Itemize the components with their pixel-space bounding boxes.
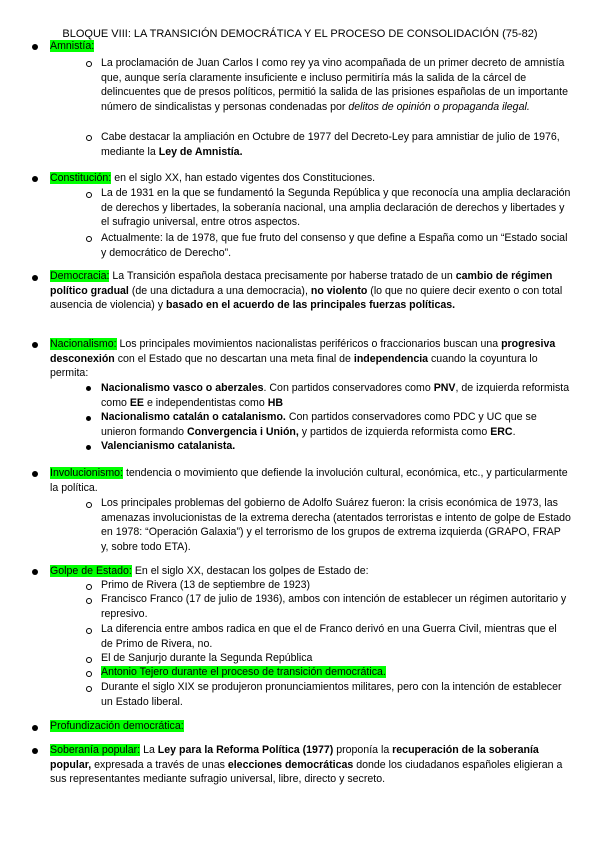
heading-nacionalismo: Nacionalismo: (50, 338, 117, 350)
list-item: Primo de Rivera (13 de septiembre de 1923) (101, 579, 311, 591)
heading-soberania: Soberanía popular: (50, 744, 141, 756)
paragraph: Nacionalismo catalán o catalanismo. Con partidos conservadores como PDC y UC que se unieron formando Convergencia i Unión, y partidos de izquierda reformista como ERC. (101, 411, 537, 438)
section-amnistia (50, 39, 570, 54)
section-nacionalismo: Nacionalismo: Los principales movimientos nacionalistas periféricos o fraccionarios buscan una progresiva desconexión con el Estado que no descartan una meta final de independencia cuando la coyuntura lo permita: (50, 338, 556, 380)
bullet-icon (32, 748, 38, 754)
bullet-icon (32, 176, 38, 182)
sub-bullet-icon (86, 628, 92, 634)
sub-bullet-icon (86, 598, 92, 604)
section-golpe: Golpe de Estado: En el siglo XX, destacan los golpes de Estado de: (50, 565, 369, 577)
paragraph: Actualmente: la de 1978, que fue fruto del consenso y que define a España como un “Estado social y democrático de Derecho”. (101, 232, 568, 259)
list-item: Antonio Tejero durante el proceso de transición democrática. (101, 666, 386, 678)
section-profundizacion (50, 719, 570, 734)
bullet-icon (32, 471, 38, 477)
sub-bullet-icon (86, 192, 92, 198)
sub-bullet-icon (86, 135, 92, 141)
paragraph: La proclamación de Juan Carlos I como rey ya vino acompañada de un primer decreto de amnistía que, aunque sería claramente insuficiente e incluso permitiría más la salida de la cárcel de delincuentes que de presos políticos, permitió la salida de las prisiones españolas de un importante número de sindicalistas y personas condenadas por delitos de opinión o propaganda ilegal. (101, 57, 568, 113)
heading-constitucion: Constitución: (50, 172, 112, 184)
heading-profundizacion: Profundización democrática: (50, 720, 184, 732)
heading-involucionismo: Involucionismo: (50, 467, 124, 479)
heading-golpe: Golpe de Estado: (50, 565, 132, 577)
paragraph: Los principales problemas del gobierno de Adolfo Suárez fueron: la crisis económica de 1973, las amenazas involucionistas de la extrema derecha (atentados terroristas e intento de golpe de Estado en 1978: “Operación Galaxia”) y el terrorismo de los grupos de extrema izquierda (GRAPO, FRAP y, sobre todo ETA). (101, 497, 571, 553)
sub-bullet-icon (86, 416, 91, 421)
sub-bullet-icon (86, 671, 92, 677)
bullet-icon (32, 275, 38, 281)
section-soberania: Soberanía popular: La Ley para la Reforma Política (1977) proponía la recuperación de la soberanía popular, expresada a través de unas elecciones democráticas donde los ciudadanos españoles eligieran a sus representantes mediante sufragio universal, libre, directo y secreto. (50, 744, 563, 786)
heading-amnistia: Amnistía: (50, 40, 95, 52)
heading-democracia: Democracia: (50, 270, 110, 282)
sub-bullet-icon (86, 584, 92, 590)
sub-bullet-icon (86, 657, 92, 663)
section-constitucion: Constitución: en el siglo XX, han estado vigentes dos Constituciones. (50, 172, 376, 184)
paragraph: Valencianismo catalanista. (101, 440, 236, 452)
bullet-icon (32, 569, 38, 575)
sub-bullet-icon (86, 61, 92, 67)
list-item: El de Sanjurjo durante la Segunda República (101, 652, 313, 664)
list-item: Francisco Franco (17 de julio de 1936), ambos con intención de establecer un régimen autoritario y represivo. (101, 593, 567, 620)
sub-bullet-icon (86, 386, 91, 391)
paragraph: Nacionalismo vasco o aberzales. Con partidos conservadores como PNV, de izquierda reformista como EE e independentistas como HB (101, 382, 570, 409)
sub-bullet-icon (86, 236, 92, 242)
bullet-icon (32, 725, 38, 731)
paragraph: Cabe destacar la ampliación en Octubre de 1977 del Decreto-Ley para amnistiar de julio de 1976, mediante la Ley de Amnistía. (101, 131, 560, 158)
section-involucionismo: Involucionismo: tendencia o movimiento que defiende la involución cultural, económica, etc., y particularmente la política. (50, 467, 568, 494)
list-item: Durante el siglo XIX se produjeron pronunciamientos militares, pero con la intención de establecer un Estado liberal. (101, 681, 562, 708)
section-democracia: Democracia: La Transición española destaca precisamente por haberse tratado de un cambio de régimen político gradual (de una dictadura a una democracia), no violento (lo que no quiere decir exento o con total ausencia de violencia) y basado en el acuerdo de las principales fuerzas políticas. (50, 270, 563, 312)
sub-bullet-icon (86, 686, 92, 692)
paragraph: La de 1931 en la que se fundamentó la Segunda República y que reconocía una amplia declaración de derechos y libertades, la soberanía nacional, una amplia declaración de derechos y libertades y el sufragio universal, entre otros aspectos. (101, 187, 571, 229)
sub-bullet-icon (86, 445, 91, 450)
list-item: La diferencia entre ambos radica en que el de Franco derivó en una Guerra Civil, mientras que el de Primo de Rivera, no. (101, 623, 557, 650)
bullet-icon (32, 44, 38, 50)
sub-bullet-icon (86, 502, 92, 508)
bullet-icon (32, 342, 38, 348)
document-title: BLOQUE VIII: LA TRANSICIÓN DEMOCRÁTICA Y EL PROCESO DE CONSOLIDACIÓN (75-82) (62, 28, 538, 40)
